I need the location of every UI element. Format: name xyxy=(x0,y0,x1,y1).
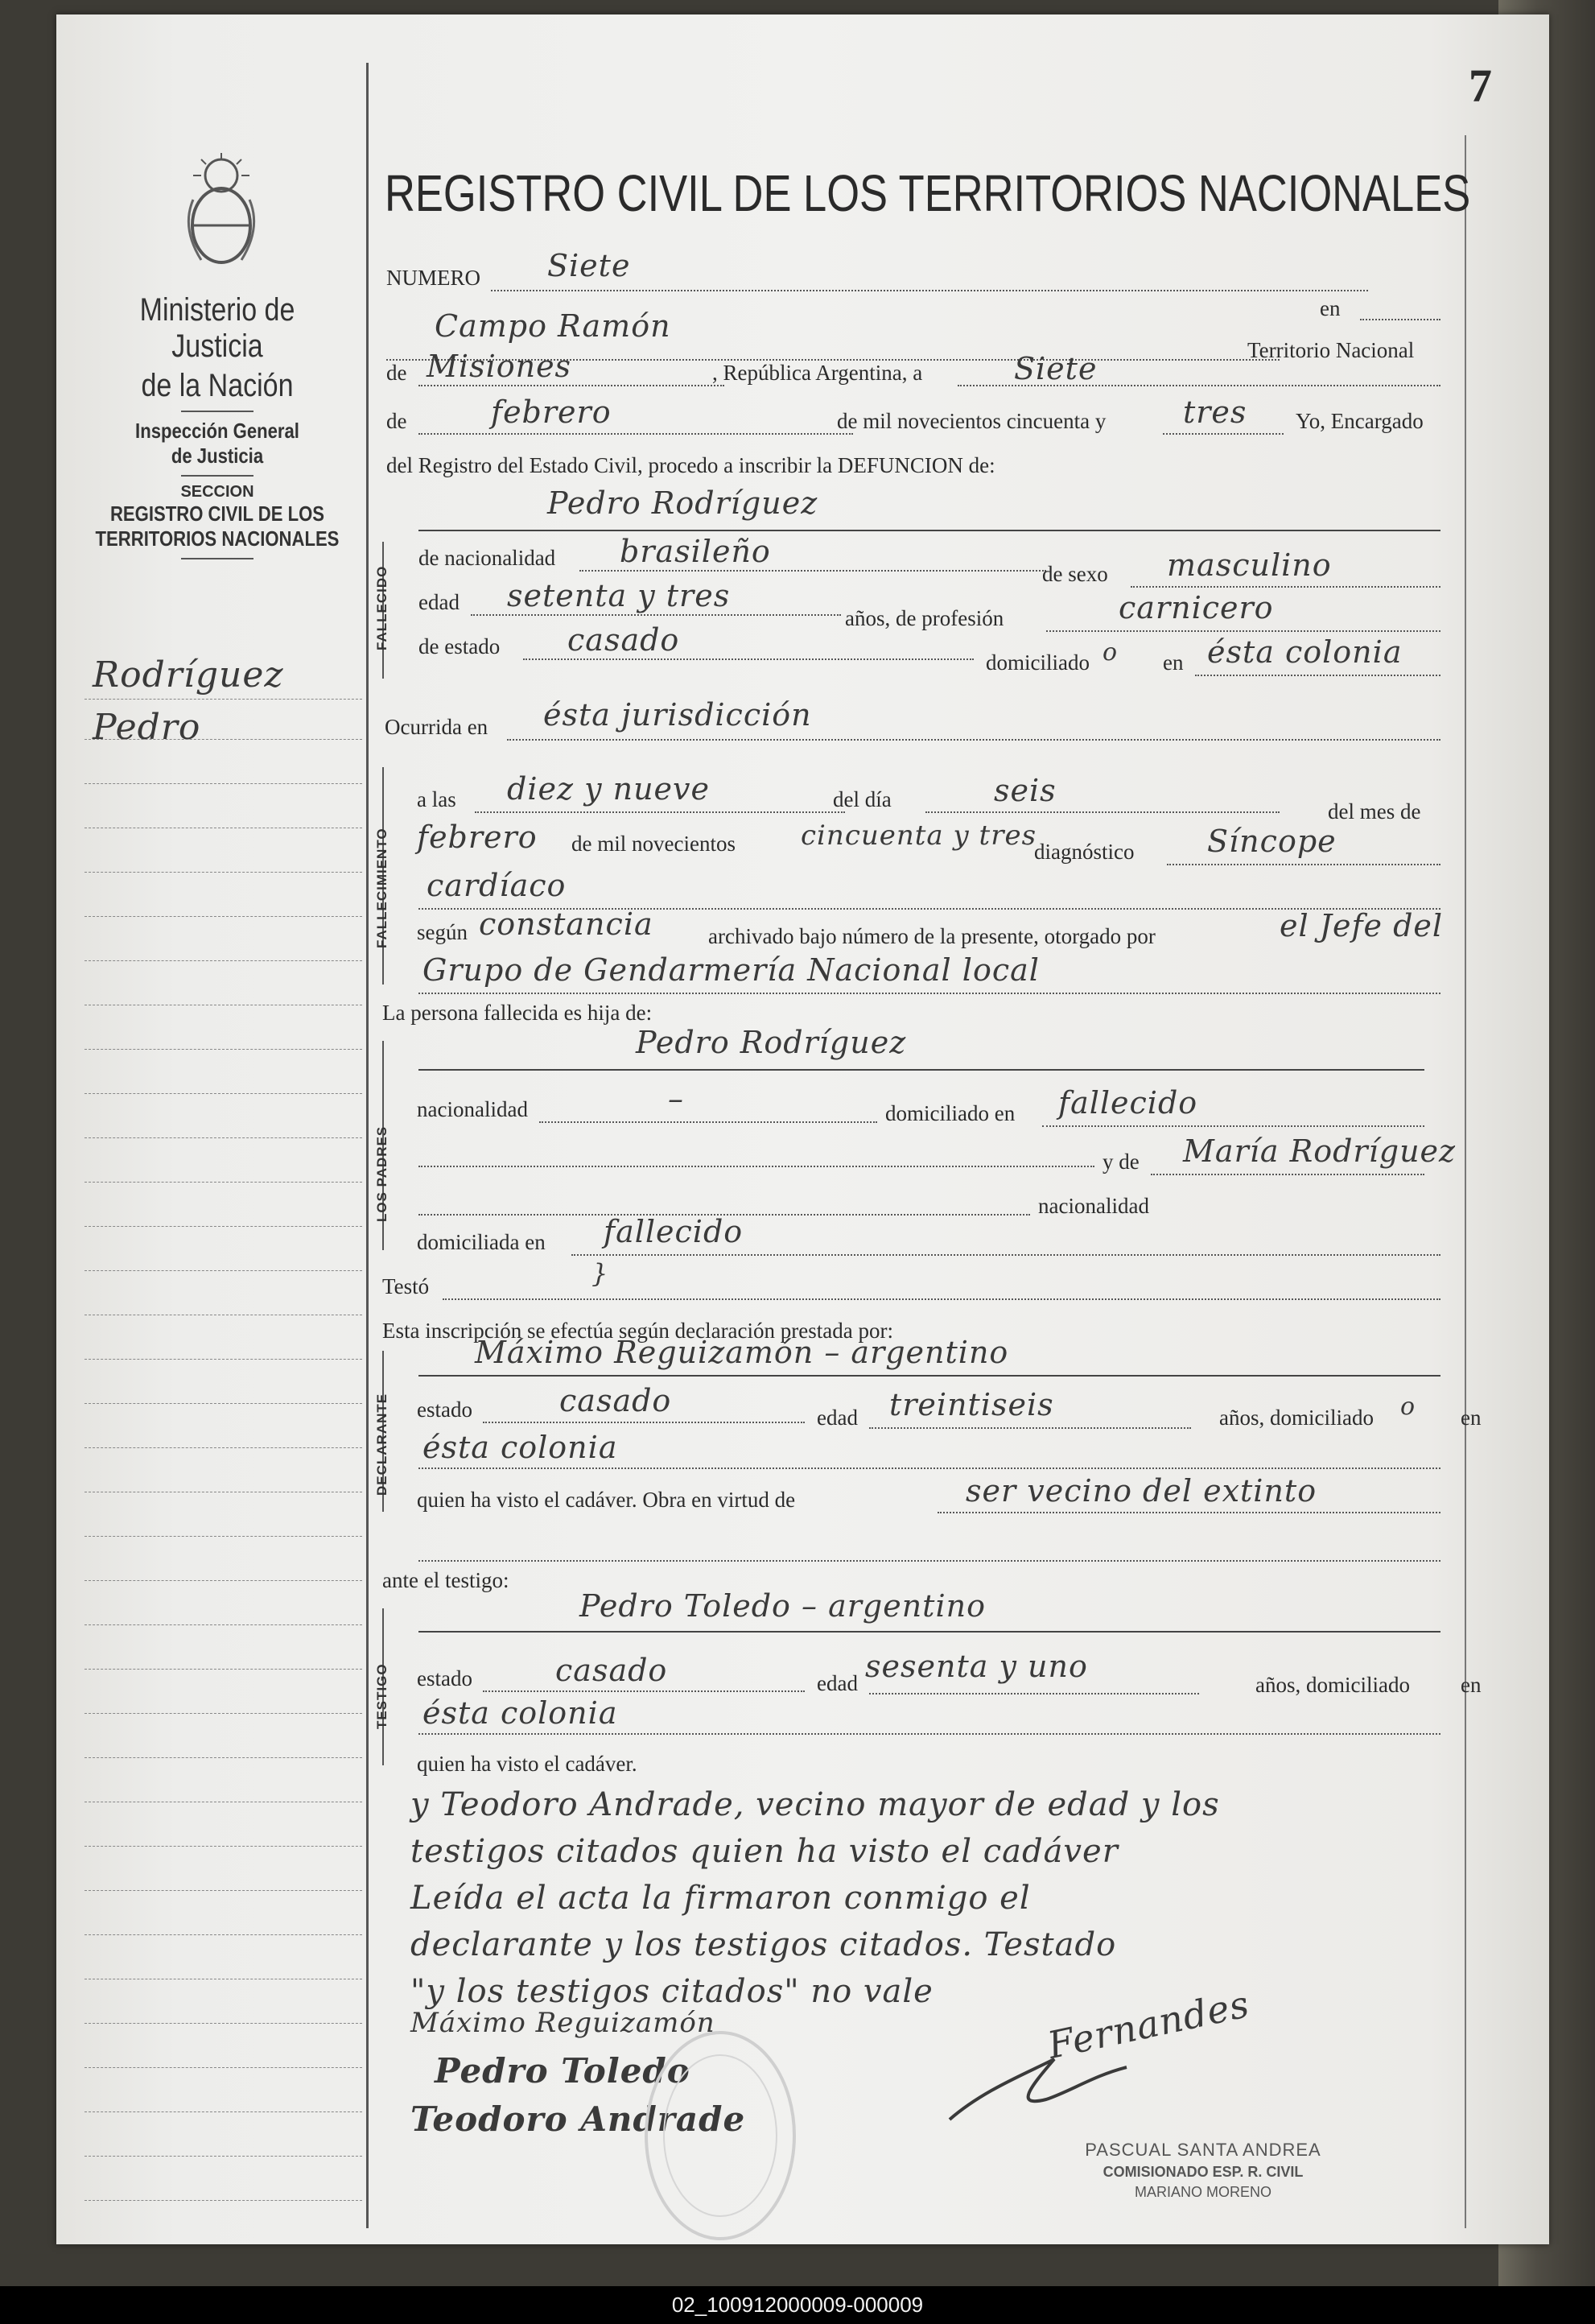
entry-dia: seis xyxy=(994,773,1057,808)
document-title: REGISTRO CIVIL DE LOS TERRITORIOS NACIONALES xyxy=(385,164,1471,222)
label-diagnostico: diagnóstico xyxy=(1034,840,1135,864)
label-segun: según xyxy=(417,920,468,944)
entry-declarante-domicilio-mark: o xyxy=(1400,1393,1416,1421)
margin-rule-line xyxy=(84,2023,362,2024)
entry-numero: Siete xyxy=(547,248,631,283)
margin-rule-line xyxy=(84,1669,362,1670)
entry-diagnostico-2: cardíaco xyxy=(427,868,567,903)
tag-padres: LOS PADRES xyxy=(374,1125,389,1222)
label-anos-profesion: años, de profesión xyxy=(845,606,1004,630)
margin-rule-line xyxy=(84,1757,362,1758)
label-de-1: de xyxy=(386,361,407,385)
stamp-line3: MARIANO MORENO xyxy=(1134,2184,1271,2200)
entry-testigo-domicilio: ésta colonia xyxy=(422,1695,618,1731)
signature-flourish-icon xyxy=(934,2043,1143,2132)
label-mil-novecientos: de mil novecientos cincuenta y xyxy=(837,409,1107,433)
ministry-line1: Ministerio de Justicia xyxy=(139,292,295,364)
entry-hora: diez y nueve xyxy=(507,771,711,807)
label-edad-declarante: edad xyxy=(817,1406,858,1430)
entry-declarante-domicilio: ésta colonia xyxy=(422,1430,618,1465)
entry-fallecido-edad: setenta y tres xyxy=(507,578,731,613)
label-del-registro: del Registro del Estado Civil, procedo a inscribir la DEFUNCION de: xyxy=(386,453,995,477)
label-archivado: archivado bajo número de la presente, otorgado por xyxy=(708,924,1156,948)
margin-rule-line xyxy=(84,916,362,917)
inspection-line2: de Justicia xyxy=(171,444,264,468)
tag-testigo: TESTIGO xyxy=(374,1663,389,1729)
label-y-de: y de xyxy=(1102,1150,1140,1174)
entry-padre: Pedro Rodríguez xyxy=(636,1025,907,1060)
label-a-las: a las xyxy=(417,787,456,811)
label-en-declarante: en xyxy=(1461,1406,1482,1430)
entry-otorgado-2: Grupo de Gendarmería Nacional local xyxy=(422,952,1040,988)
margin-rule-line xyxy=(84,1624,362,1625)
margin-rule-line xyxy=(84,1890,362,1891)
entry-declarante-edad: treintiseis xyxy=(889,1387,1054,1422)
inspection-line1: Inspección General xyxy=(135,419,299,443)
margin-rule-line xyxy=(84,1846,362,1847)
margin-rule-line xyxy=(84,960,362,961)
tag-fallecido: FALLECIDO xyxy=(374,565,389,650)
section-label: SECCION xyxy=(180,483,254,501)
coat-of-arms-icon xyxy=(177,151,266,272)
label-estado-testigo: estado xyxy=(417,1666,472,1690)
entry-mes-registro: febrero xyxy=(491,394,612,430)
label-anos-domiciliado-testigo: años, domiciliado xyxy=(1255,1673,1410,1697)
label-quien-ha-visto: quien ha visto el cadáver. xyxy=(417,1752,637,1776)
label-de-2: de xyxy=(386,409,407,433)
entry-declarante: Máximo Reguizamón – argentino xyxy=(475,1335,1009,1370)
label-anos-domiciliado: años, domiciliado xyxy=(1219,1406,1374,1430)
entry-declarante-estado: casado xyxy=(559,1383,672,1418)
entry-madre: María Rodríguez xyxy=(1183,1133,1457,1169)
margin-rule-line xyxy=(84,1182,362,1183)
image-id-footer: 02_100912000009-000009 xyxy=(0,2286,1595,2324)
entry-fallecido-profesion: carnicero xyxy=(1119,590,1274,625)
column-divider xyxy=(366,63,369,2228)
stamp-line2: COMISIONADO ESP. R. CIVIL xyxy=(1102,2164,1304,2180)
margin-surname: Rodríguez xyxy=(93,654,284,696)
handwritten-annotation xyxy=(410,1781,1220,2015)
label-republica: , República Argentina, a xyxy=(712,361,923,385)
label-domiciliada-en: domiciliada en xyxy=(417,1230,546,1254)
label-en-1: en xyxy=(1163,650,1184,675)
label-territorio: Territorio Nacional xyxy=(1247,338,1415,362)
label-en-testigo: en xyxy=(1461,1673,1482,1697)
label-domiciliado: domiciliado xyxy=(986,650,1090,675)
margin-rule-line xyxy=(84,1226,362,1227)
entry-testo-mark: } xyxy=(591,1258,609,1289)
margin-rule-line xyxy=(84,2111,362,2112)
entry-padre-nacionalidad: – xyxy=(668,1081,684,1117)
annotation-line: y Teodoro Andrade, vecino mayor de edad y los xyxy=(410,1786,1220,1823)
signature-testigo2: Teodoro Andrade xyxy=(410,2099,746,2139)
label-de-sexo: de sexo xyxy=(1042,562,1108,586)
entry-fallecido-estado: casado xyxy=(567,622,680,658)
margin-rule-line xyxy=(84,2156,362,2157)
entry-fallecido-domicilio: ésta colonia xyxy=(1207,634,1403,670)
entry-segun: constancia xyxy=(479,906,653,942)
label-del-mes: del mes de xyxy=(1328,799,1421,824)
entry-declarante-obra: ser vecino del extinto xyxy=(966,1473,1317,1509)
margin-rule-line xyxy=(84,1403,362,1404)
annotation-line: testigos citados quien ha visto el cadáver xyxy=(410,1833,1119,1870)
label-quien-ha-visto-obra: quien ha visto el cadáver. Obra en virtud de xyxy=(417,1488,796,1512)
label-inscripcion: Esta inscripción se efectúa según declaración prestada por: xyxy=(382,1319,893,1343)
entry-otorgado-1: el Jefe del xyxy=(1280,908,1444,943)
entry-diagnostico-1: Síncope xyxy=(1207,824,1337,859)
label-de-nacionalidad: de nacionalidad xyxy=(418,546,556,570)
label-hija-de: La persona fallecida es hija de: xyxy=(382,1001,653,1025)
entry-anio: cincuenta y tres xyxy=(801,819,1037,852)
entry-madre-domicilio: fallecido xyxy=(604,1214,744,1249)
margin-rule-line xyxy=(84,1049,362,1050)
entry-testigo: Pedro Toledo – argentino xyxy=(579,1588,986,1624)
entry-localidad: Campo Ramón xyxy=(435,308,671,344)
annotation-line: declarante y los testigos citados. Testado xyxy=(410,1926,1117,1963)
entry-fallecido-domicilio-mark: o xyxy=(1102,638,1119,667)
entry-ocurrida-en: ésta jurisdicción xyxy=(543,697,812,733)
label-domiciliado-en-padre: domiciliado en xyxy=(885,1101,1016,1125)
margin-rule-line xyxy=(84,1447,362,1448)
margin-given-name: Pedro xyxy=(93,707,201,748)
signature-declarante: Máximo Reguizamón xyxy=(410,2007,715,2039)
label-testo: Testó xyxy=(382,1274,430,1298)
annotation-line: Leída el acta la firmaron conmigo el xyxy=(410,1880,1031,1917)
tag-fallecimiento: FALLECIMIENTO xyxy=(374,828,389,948)
entry-territorio: Misiones xyxy=(427,349,572,384)
label-de-estado: de estado xyxy=(418,634,501,658)
entry-fallecido-nombre: Pedro Rodríguez xyxy=(547,485,818,521)
entry-testigo-estado: casado xyxy=(555,1653,668,1688)
stamp-line1: PASCUAL SANTA ANDREA xyxy=(1085,2140,1321,2160)
page-number: 7 xyxy=(1469,60,1492,112)
document-page xyxy=(56,14,1549,2244)
margin-rule-line xyxy=(84,1934,362,1935)
encargado-stamp xyxy=(1030,2140,1376,2201)
label-nacionalidad-madre: nacionalidad xyxy=(1038,1194,1149,1218)
label-de-mil-novecientos: de mil novecientos xyxy=(571,832,736,856)
label-numero: NUMERO xyxy=(386,266,481,290)
margin-rule-line xyxy=(84,1093,362,1094)
right-margin-rule xyxy=(1465,135,1466,2228)
signature-encargado: Fernandes xyxy=(1044,1982,1254,2067)
entry-dia-registro: Siete xyxy=(1014,351,1098,386)
margin-rule-line xyxy=(84,739,362,740)
margin-rule-line xyxy=(84,1270,362,1271)
margin-rule-line xyxy=(84,1536,362,1537)
margin-rule-line xyxy=(84,872,362,873)
tag-declarante: DECLARANTE xyxy=(374,1393,389,1496)
entry-anio-registro: tres xyxy=(1183,394,1247,430)
margin-rule-line xyxy=(84,2200,362,2201)
label-edad: edad xyxy=(418,590,460,614)
margin-rule-line xyxy=(84,783,362,784)
entry-fallecido-sexo: masculino xyxy=(1167,547,1332,583)
margin-rule-line xyxy=(84,1137,362,1138)
entry-fallecido-nacionalidad: brasileño xyxy=(620,534,771,569)
margin-rule-line xyxy=(84,1359,362,1360)
label-ocurrida-en: Ocurrida en xyxy=(385,715,488,739)
entry-testigo-edad: sesenta y uno xyxy=(865,1649,1088,1684)
signature-testigo1: Pedro Toledo xyxy=(435,2051,690,2091)
annotation-line: "y los testigos citados" no vale xyxy=(410,1973,934,2010)
margin-rule-line xyxy=(84,1580,362,1581)
margin-rule-line xyxy=(84,2067,362,2068)
label-edad-testigo: edad xyxy=(817,1671,858,1695)
section-line1: REGISTRO CIVIL DE LOS xyxy=(109,502,325,526)
ministry-line2: de la Nación xyxy=(141,368,294,403)
label-estado-declarante: estado xyxy=(417,1397,472,1422)
label-nacionalidad-padre: nacionalidad xyxy=(417,1097,528,1121)
label-del-dia: del día xyxy=(833,787,892,811)
section-line2: TERRITORIOS NACIONALES xyxy=(95,526,340,551)
margin-rule-line xyxy=(84,1713,362,1714)
entry-padre-domicilio: fallecido xyxy=(1058,1085,1198,1121)
label-ante-testigo: ante el testigo: xyxy=(382,1568,509,1592)
entry-mes: febrero xyxy=(417,819,538,855)
label-en: en xyxy=(1320,296,1341,320)
round-seal-icon xyxy=(640,2027,801,2244)
label-yo-encargado: Yo, Encargado xyxy=(1296,409,1424,433)
